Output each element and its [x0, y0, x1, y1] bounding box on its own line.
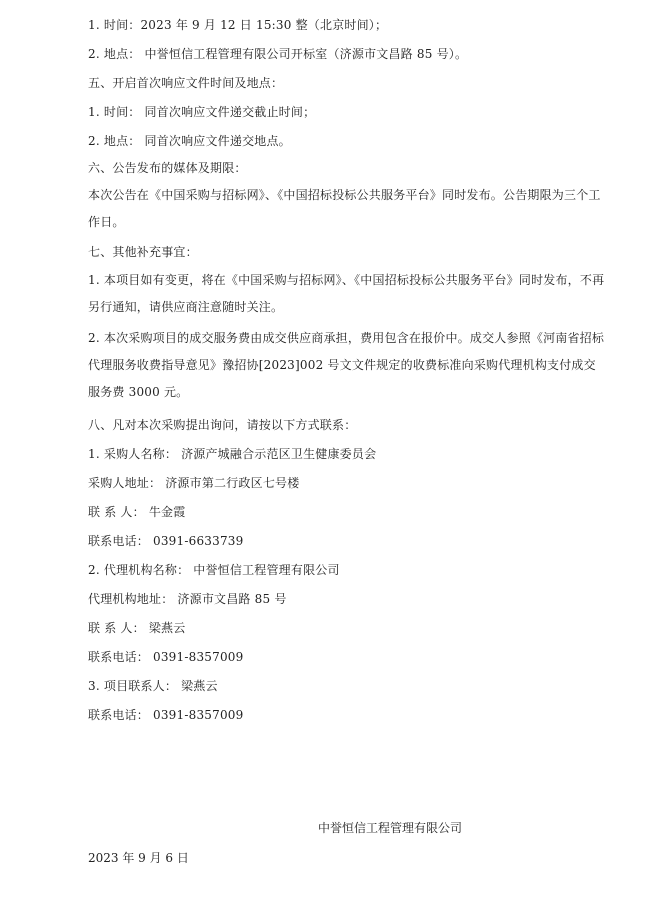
- signature-company: 中誉恒信工程管理有限公司: [318, 821, 463, 835]
- purchaser-contact: 联 系 人： 牛金霞: [88, 505, 186, 519]
- publication-paragraph: 本次公告在《中国采购与招标网》、《中国招标投标公共服务平台》同时发布。公告期限为三个工作日。: [88, 188, 601, 229]
- purchaser-name: 1. 采购人名称： 济源产城融合示范区卫生健康委员会: [88, 447, 377, 461]
- signature-date: 2023 年 9 月 6 日: [88, 851, 189, 865]
- agency-name: 2. 代理机构名称： 中誉恒信工程管理有限公司: [88, 563, 340, 577]
- section-heading-8: 八、凡对本次采购提出询问，请按以下方式联系：: [88, 418, 357, 432]
- bid-open-time: 1. 时间：2023 年 9 月 12 日 15:30 整（北京时间）；: [88, 18, 388, 32]
- project-contact: 3. 项目联系人： 梁燕云: [88, 679, 218, 693]
- bid-open-place: 2. 地点： 中誉恒信工程管理有限公司开标室（济源市文昌路 85 号）。: [88, 47, 468, 61]
- agency-contact: 联 系 人： 梁燕云: [88, 621, 186, 635]
- section-heading-7: 七、其他补充事宜：: [88, 245, 198, 259]
- purchaser-address: 采购人地址： 济源市第二行政区七号楼: [88, 476, 300, 490]
- supplement-item-2: 2. 本次采购项目的成交服务费由成交供应商承担，费用包含在报价中。成交人参照《河南省招标代理服务收费指导意见》豫招协[2023]002 号文文件规定的收费标准向采购代理机构支付成交服务费 3000 元。: [88, 331, 605, 399]
- agency-phone: 联系电话： 0391-8357009: [88, 650, 244, 664]
- purchaser-phone: 联系电话： 0391-6633739: [88, 534, 244, 548]
- response-open-time: 1. 时间： 同首次响应文件递交截止时间；: [88, 105, 316, 119]
- section-heading-6: 六、公告发布的媒体及期限：: [88, 161, 247, 175]
- section-heading-5: 五、开启首次响应文件时间及地点：: [88, 76, 284, 90]
- project-phone: 联系电话： 0391-8357009: [88, 708, 244, 722]
- agency-address: 代理机构地址： 济源市文昌路 85 号: [88, 592, 287, 606]
- response-open-place: 2. 地点： 同首次响应文件递交地点。: [88, 134, 291, 148]
- supplement-item-1: 1. 本项目如有变更，将在《中国采购与招标网》、《中国招标投标公共服务平台》同时发布，不再另行通知，请供应商注意随时关注。: [88, 273, 605, 314]
